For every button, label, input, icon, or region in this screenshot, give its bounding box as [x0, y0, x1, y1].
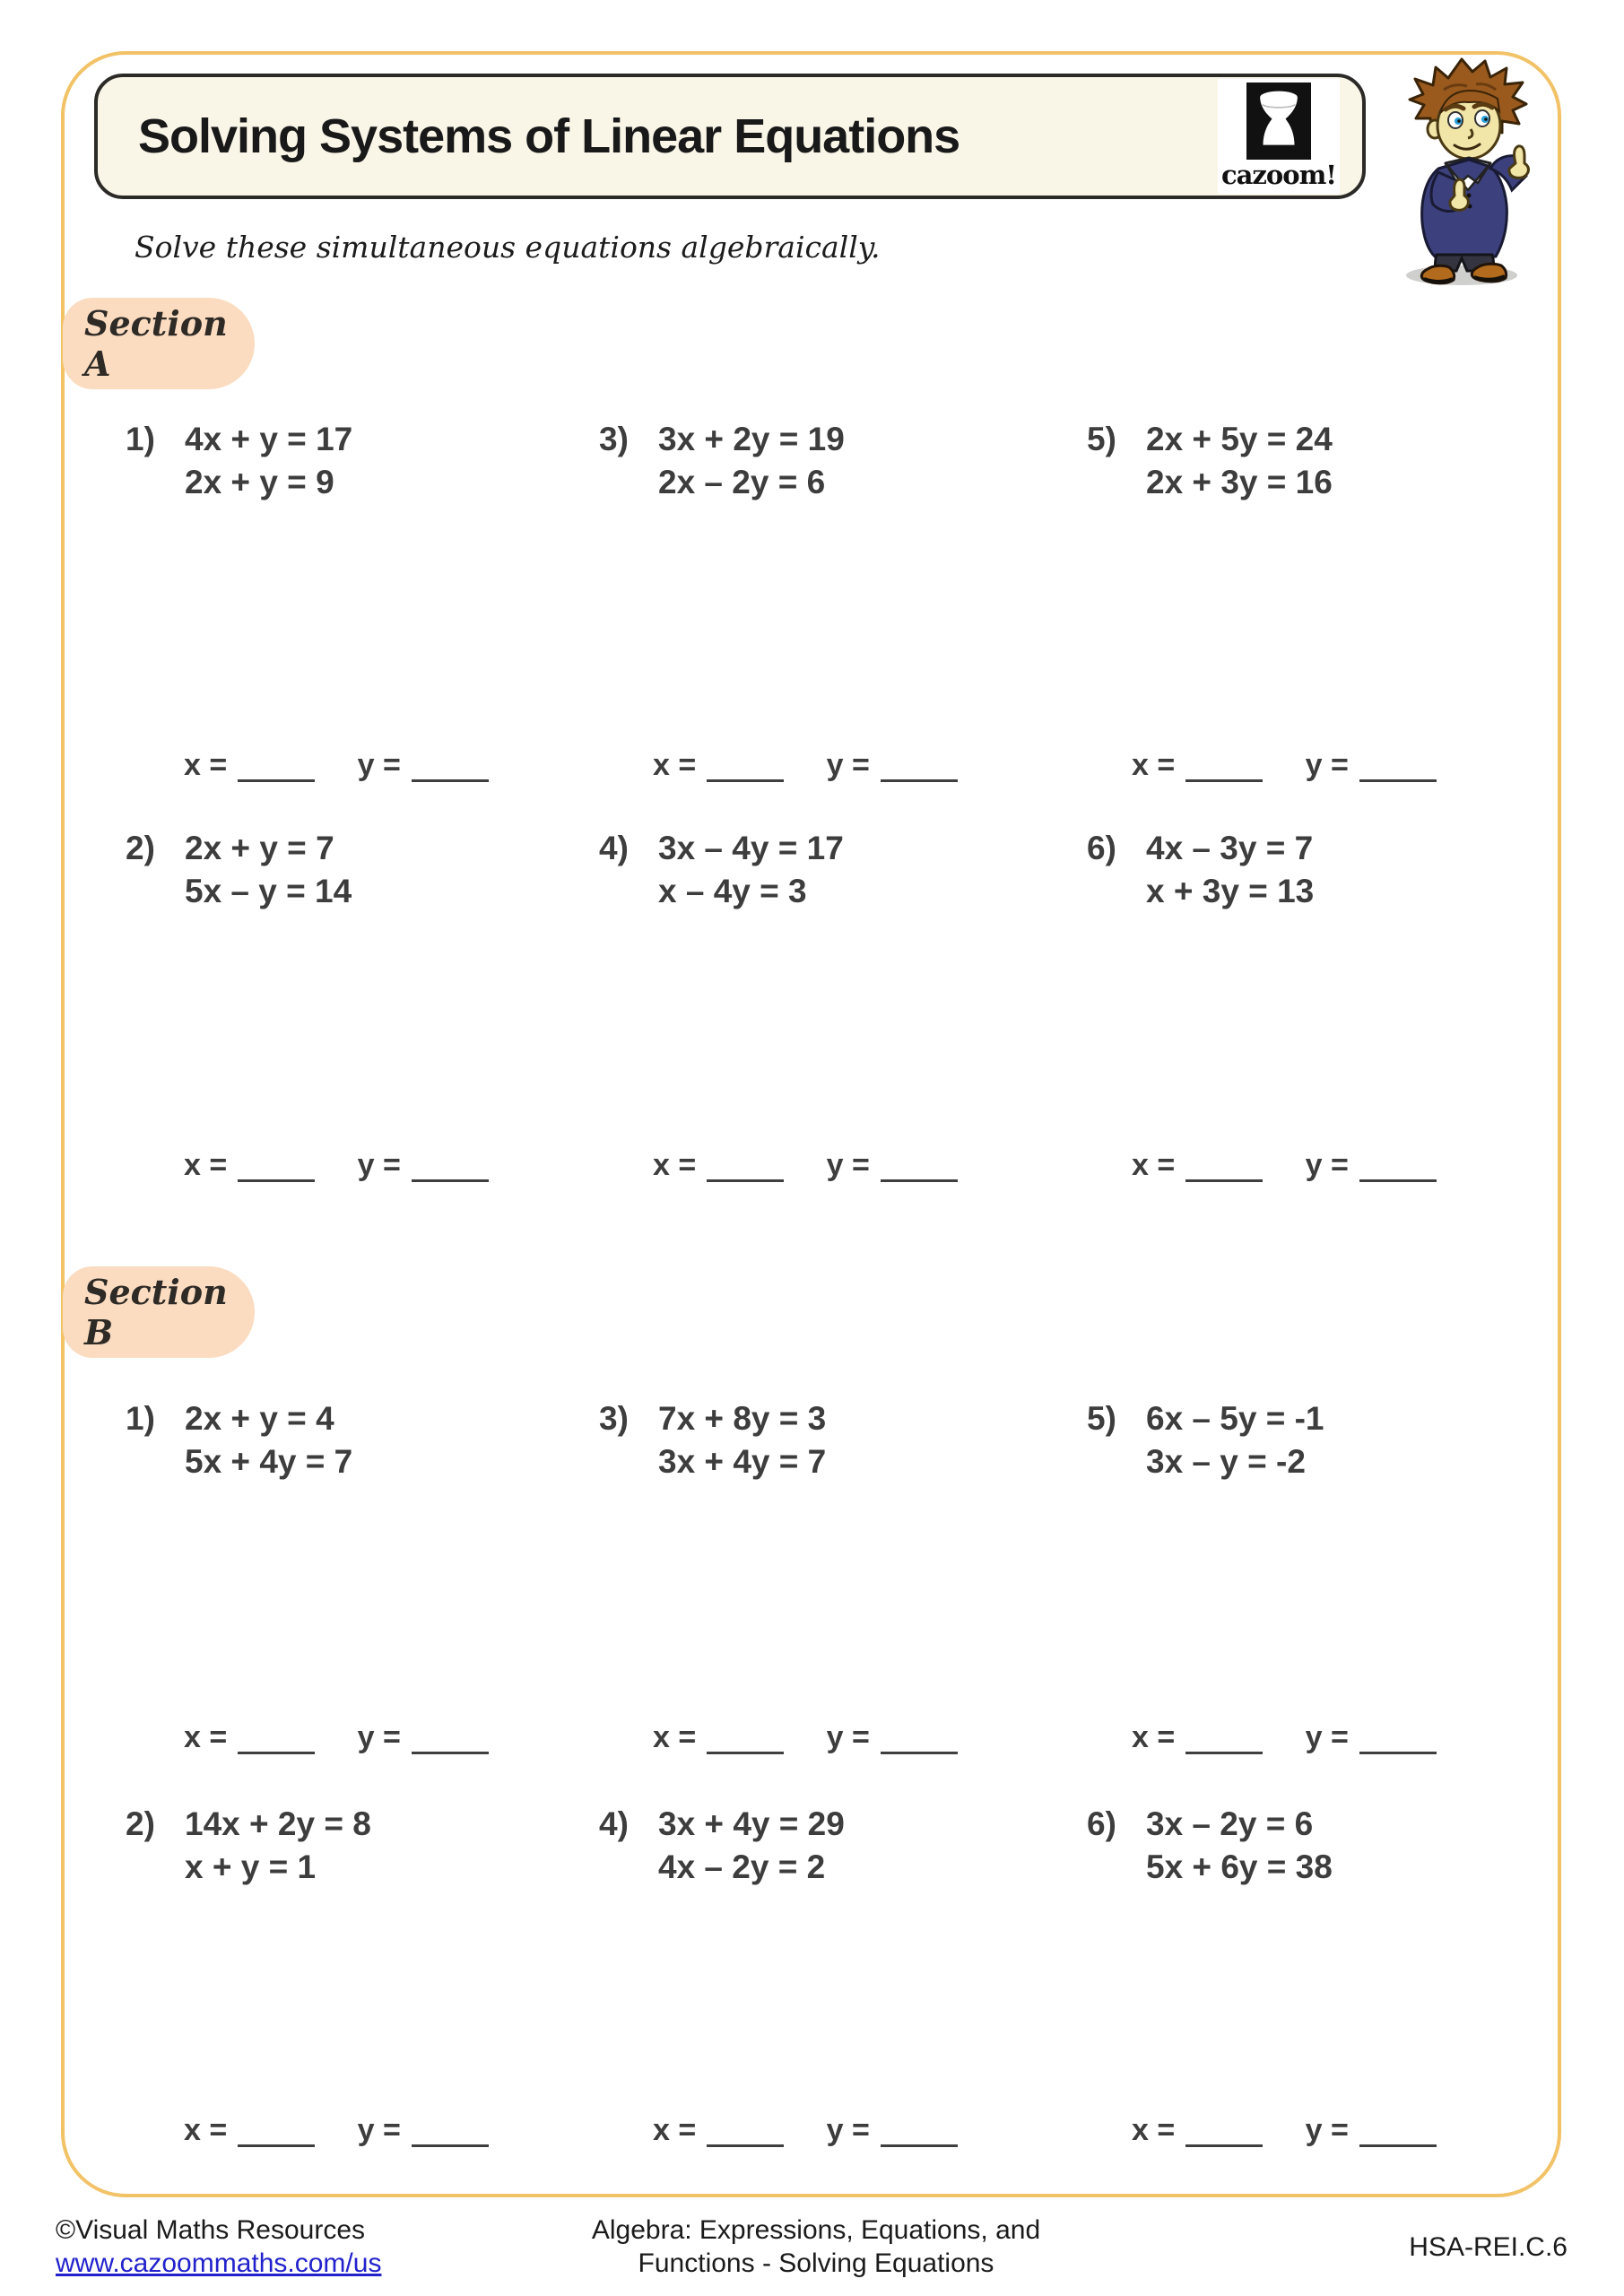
x-label: x =	[1132, 1148, 1176, 1182]
problem-number: 1)	[126, 421, 155, 457]
problem-a4	[599, 827, 844, 913]
answer-blank-y	[1359, 1152, 1437, 1182]
equation-line-2: x + 3y = 13	[1146, 873, 1315, 909]
answer-blank-y	[412, 1152, 489, 1182]
x-label: x =	[1132, 748, 1176, 782]
cazoom-logo	[1218, 79, 1340, 194]
problem-number: 5)	[1087, 421, 1116, 457]
problem-number: 6)	[1087, 1805, 1116, 1842]
equation-line-1: 14x + 2y = 8	[185, 1805, 371, 1842]
footer-left	[56, 2213, 381, 2280]
problem-b3	[599, 1397, 826, 1483]
y-label: y =	[1305, 2113, 1349, 2147]
section-a-title: Section A	[84, 303, 228, 384]
answer-row-b5	[1132, 1720, 1437, 1755]
x-label: x =	[653, 748, 697, 782]
answer-blank-y	[1359, 1725, 1437, 1754]
answer-blank-x	[1185, 1725, 1263, 1754]
equation-line-2: 5x + 4y = 7	[185, 1443, 353, 1480]
equation-line-1: 3x – 2y = 6	[1146, 1805, 1314, 1842]
equation-line-1: 4x + y = 17	[185, 421, 353, 457]
equation-line-2: 4x – 2y = 2	[658, 1848, 826, 1885]
answer-blank-y	[881, 1152, 958, 1182]
equation-line-1: 2x + y = 4	[185, 1400, 334, 1437]
answer-blank-y	[412, 1725, 489, 1754]
equation-line-2: x – 4y = 3	[658, 873, 807, 909]
problem-number: 2)	[126, 1805, 155, 1842]
answer-blank-x	[238, 752, 315, 782]
answer-row-b1	[184, 1720, 489, 1755]
answer-blank-y	[412, 752, 489, 782]
answer-blank-y	[881, 2118, 958, 2147]
equation-line-2: x + y = 1	[185, 1848, 317, 1885]
footer-category	[466, 2213, 1166, 2280]
y-label: y =	[357, 2113, 401, 2147]
answer-blank-x	[707, 752, 784, 782]
problem-b4	[599, 1803, 845, 1889]
problem-number: 4)	[599, 1805, 629, 1842]
answer-row-a4	[653, 1148, 958, 1183]
x-label: x =	[653, 2113, 697, 2147]
section-b-title: Section B	[84, 1272, 228, 1352]
problem-number: 2)	[126, 830, 155, 866]
answer-row-a2	[184, 1148, 489, 1183]
x-label: x =	[184, 2113, 228, 2147]
answer-blank-y	[1359, 2118, 1437, 2147]
copyright-text: ©Visual Maths Resources	[56, 2215, 366, 2245]
answer-row-b2	[184, 2113, 489, 2148]
answer-blank-x	[1185, 752, 1263, 782]
y-label: y =	[357, 1720, 401, 1754]
title-box	[94, 74, 1366, 199]
problem-a6	[1087, 827, 1314, 913]
answer-blank-x	[707, 1152, 784, 1182]
equation-line-2: 3x – y = -2	[1146, 1443, 1306, 1480]
problem-b5	[1087, 1397, 1324, 1483]
equation-line-2: 2x + 3y = 16	[1146, 464, 1333, 500]
problem-b2	[126, 1803, 371, 1889]
answer-row-a5	[1132, 748, 1437, 783]
section-b-label	[63, 1266, 255, 1358]
equation-line-2: 2x – 2y = 6	[658, 464, 826, 500]
answer-blank-x	[238, 2118, 315, 2147]
answer-blank-y	[881, 1725, 958, 1754]
x-label: x =	[184, 1720, 228, 1754]
y-label: y =	[357, 748, 401, 782]
problem-number: 3)	[599, 1400, 629, 1437]
category-line-2: Functions - Solving Equations	[638, 2248, 994, 2278]
answer-blank-x	[238, 1725, 315, 1754]
problem-a1	[126, 418, 352, 504]
cazoom-website-link[interactable]: www.cazoommaths.com/us	[56, 2248, 382, 2278]
equation-line-1: 3x – 4y = 17	[658, 830, 844, 866]
answer-blank-x	[1185, 2118, 1263, 2147]
instruction-text: Solve these simultaneous equations algebraically.	[135, 230, 881, 265]
djembe-drum-icon	[1246, 83, 1311, 160]
standard-code: HSA-REI.C.6	[1409, 2232, 1568, 2262]
y-label: y =	[1305, 1148, 1349, 1182]
answer-blank-x	[707, 1725, 784, 1754]
problem-number: 1)	[126, 1400, 155, 1437]
problem-a5	[1087, 418, 1333, 504]
category-line-1: Algebra: Expressions, Equations, and	[591, 2215, 1041, 2245]
x-label: x =	[1132, 1720, 1176, 1754]
x-label: x =	[184, 748, 228, 782]
answer-blank-x	[1185, 1152, 1263, 1182]
y-label: y =	[1305, 748, 1349, 782]
answer-blank-y	[1359, 752, 1437, 782]
y-label: y =	[357, 1148, 401, 1182]
x-label: x =	[184, 1148, 228, 1182]
problem-number: 3)	[599, 421, 629, 457]
answer-row-b6	[1132, 2113, 1437, 2148]
answer-blank-y	[881, 752, 958, 782]
x-label: x =	[653, 1148, 697, 1182]
problem-b1	[126, 1397, 352, 1483]
equation-line-1: 7x + 8y = 3	[658, 1400, 827, 1437]
y-label: y =	[1305, 1720, 1349, 1754]
problem-a2	[126, 827, 352, 913]
equation-line-1: 6x – 5y = -1	[1146, 1400, 1324, 1437]
equation-line-1: 3x + 2y = 19	[658, 421, 845, 457]
y-label: y =	[826, 748, 870, 782]
equation-line-2: 2x + y = 9	[185, 464, 334, 500]
answer-row-a1	[184, 748, 489, 783]
y-label: y =	[826, 2113, 870, 2147]
problem-number: 6)	[1087, 830, 1116, 866]
x-label: x =	[653, 1720, 697, 1754]
page-title: Solving Systems of Linear Equations	[138, 109, 960, 163]
answer-blank-x	[238, 1152, 315, 1182]
answer-blank-x	[707, 2118, 784, 2147]
section-a-label	[63, 298, 255, 389]
answer-blank-y	[412, 2118, 489, 2147]
answer-row-b3	[653, 1720, 958, 1755]
equation-line-1: 3x + 4y = 29	[658, 1805, 845, 1842]
problem-number: 4)	[599, 830, 629, 866]
y-label: y =	[826, 1720, 870, 1754]
equation-line-2: 5x – y = 14	[185, 873, 352, 909]
x-label: x =	[1132, 2113, 1176, 2147]
y-label: y =	[826, 1148, 870, 1182]
equation-line-1: 2x + y = 7	[185, 830, 334, 866]
cartoon-boy-thumbs-up	[1390, 54, 1541, 292]
logo-caption: cazoom!	[1220, 160, 1337, 190]
problem-number: 5)	[1087, 1400, 1116, 1437]
equation-line-1: 4x – 3y = 7	[1146, 830, 1314, 866]
answer-row-a3	[653, 748, 958, 783]
problem-b6	[1087, 1803, 1333, 1889]
equation-line-1: 2x + 5y = 24	[1146, 421, 1333, 457]
problem-a3	[599, 418, 845, 504]
answer-row-a6	[1132, 1148, 1437, 1183]
answer-row-b4	[653, 2113, 958, 2148]
equation-line-2: 3x + 4y = 7	[658, 1443, 827, 1480]
equation-line-2: 5x + 6y = 38	[1146, 1848, 1333, 1885]
